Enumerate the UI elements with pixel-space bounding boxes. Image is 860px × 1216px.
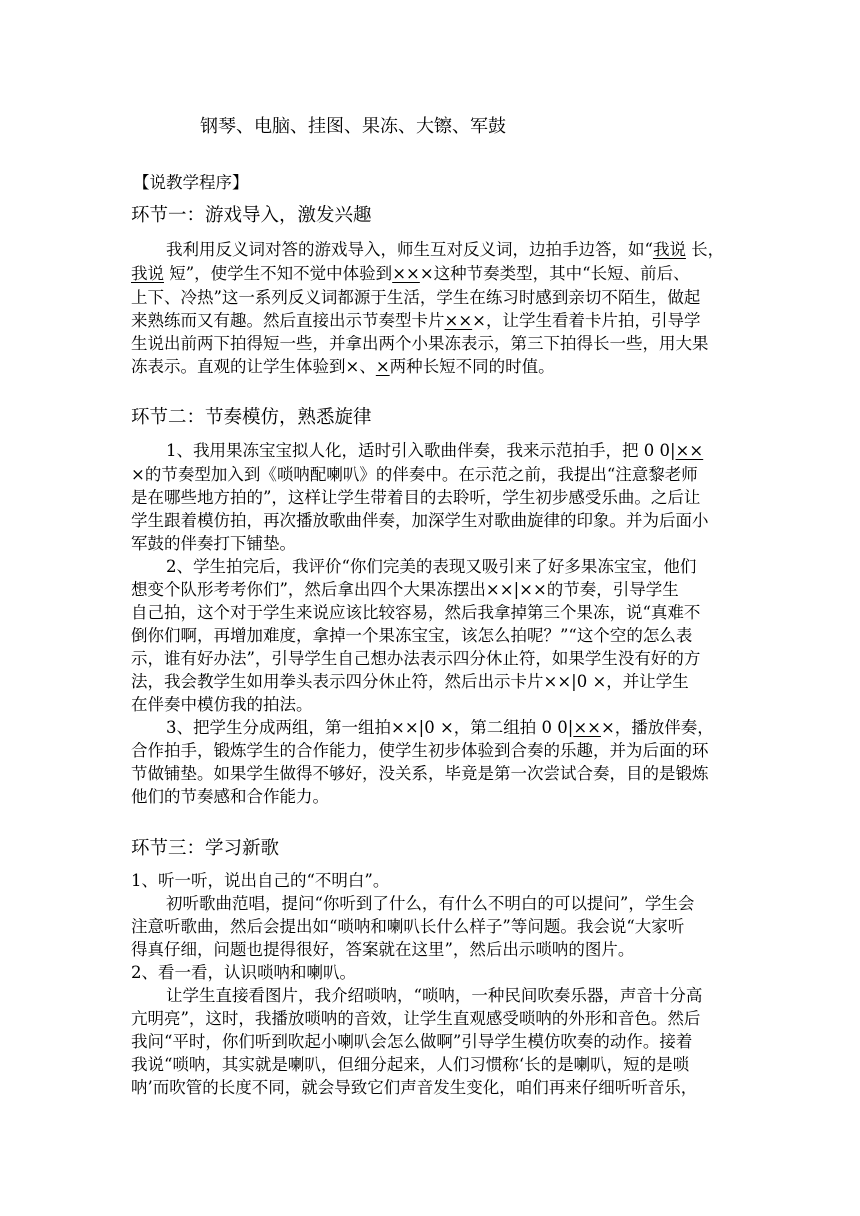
text-span: 我利用反义词对答的游戏导入，师生互对反义词，边拍手边答，如“ xyxy=(166,240,653,259)
text-line: 生说出前两下拍得短一些，并拿出两个小果冻表示，第三下拍得长一些，用大果 xyxy=(131,334,709,353)
text-span: ×，播放伴奏， xyxy=(600,718,714,737)
text-line: 军鼓的伴奏打下铺垫。 xyxy=(131,534,296,553)
text-span: 两种长短不同的时值。 xyxy=(389,357,555,376)
subsection-listen: 1、听一听，说出自己的“不明白”。 xyxy=(131,871,390,890)
underlined-text: ×× xyxy=(392,264,420,283)
text-line: 自己拍，这个对于学生来说应该比较容易，然后我拿掉第三个果冻，说“真难不 xyxy=(131,603,701,622)
text-line: 节做铺垫。如果学生做得不够好，没关系，毕竟是第一次尝试合奏，目的是锻炼 xyxy=(131,764,709,783)
text-line xyxy=(166,239,724,261)
text-line: 上下、冷热”这一系列反义词都源于生活，学生在练习时感到亲切不陌生，做起 xyxy=(131,288,701,307)
text-line xyxy=(166,440,703,462)
text-line: 合作拍手，锻炼学生的合作能力，使学生初步体验到合奏的乐趣，并为后面的环 xyxy=(131,741,709,760)
text-line: 想变个队形考考你们”，然后拿出四个大果冻摆出××|××的节奏，引导学生 xyxy=(131,580,679,599)
text-line xyxy=(131,356,555,378)
text-line: 得真仔细，问题也提得很好，答案就在这里”，然后出示唢呐的图片。 xyxy=(131,940,635,959)
text-line xyxy=(166,717,714,739)
step2-heading: 环节二：节奏模仿，熟悉旋律 xyxy=(131,407,372,428)
text-span: ×这种节奏类型，其中“长短、前后、 xyxy=(419,264,690,283)
text-span: 1、我用果冻宝宝拟人化，适时引入歌曲伴奏，我来示范拍手，把 0 0| xyxy=(166,441,676,460)
text-line: 2、学生拍完后，我评价“你们完美的表现又吸引来了好多果冻宝宝，他们 xyxy=(166,557,697,576)
text-line: 亢明亮”，这时，我播放唢呐的音效，让学生直观感受唢呐的外形和音色。然后 xyxy=(131,1009,701,1028)
text-line: 示，谁有好办法”，引导学生自己想办法表示四分休止符，如果学生没有好的方 xyxy=(131,649,701,668)
text-line: ×的节奏型加入到《唢呐配喇叭》的伴奏中。在示范之前，我提出“注意黎老师 xyxy=(131,465,698,484)
text-span: ×，让学生看着卡片拍，引导学 xyxy=(472,311,701,330)
underlined-text: ×× xyxy=(444,311,473,330)
text-line xyxy=(131,310,700,332)
underlined-text: × xyxy=(375,357,390,376)
underlined-text: ×× xyxy=(573,718,601,737)
text-line: 我说“唢呐，其实就是喇叭，但细分起来，人们习惯称‘长的是喇叭，短的是唢 xyxy=(131,1055,690,1074)
section-title: 【说教学程序】 xyxy=(133,173,249,192)
underlined-text: ×× xyxy=(675,441,704,460)
text-line: 我问“平时，你们听到吹起小喇叭会怎么做啊”引导学生模仿吹奏的动作。接着 xyxy=(131,1032,693,1051)
underlined-text: 我说 xyxy=(131,264,164,283)
text-line: 是在哪些地方拍的”，这样让学生带着目的去聆听，学生初步感受乐曲。之后让 xyxy=(131,488,701,507)
text-line xyxy=(131,263,690,285)
text-line: 注意听歌曲，然后会提出如“唢呐和喇叭长什么样子”等问题。我会说“大家听 xyxy=(131,917,685,936)
step3-heading: 环节三：学习新歌 xyxy=(131,838,280,859)
subsection-look: 2、看一看，认识唢呐和喇叭。 xyxy=(131,963,356,982)
text-line: 法，我会教学生如用拳头表示四分休止符，然后出示卡片××|0 ×，并让学生 xyxy=(131,672,689,691)
text-span: 长， xyxy=(685,240,725,259)
text-line: 倒你们啊，再增加难度，拿掉一个果冻宝宝，该怎么拍呢？”“这个空的怎么表 xyxy=(131,626,693,645)
text-span: 来熟练而又有趣。然后直接出示节奏型卡片 xyxy=(131,311,445,330)
underlined-text: 我说 xyxy=(652,240,686,259)
text-line: 呐’而吹管的长度不同，就会导致它们声音发生变化，咱们再来仔细听听音乐， xyxy=(131,1078,698,1097)
text-span: 冻表示。直观的让学生体验到×、 xyxy=(131,357,376,376)
step1-heading: 环节一：游戏导入，激发兴趣 xyxy=(131,205,372,226)
text-span: 短”，使学生不知不觉中体验到 xyxy=(164,264,393,283)
text-span: 3、把学生分成两组，第一组拍××|0 ×，第二组拍 0 0| xyxy=(166,718,574,737)
text-line: 他们的节奏感和合作能力。 xyxy=(131,787,329,806)
text-line: 让学生直接看图片，我介绍唢呐，“唢呐，一种民间吹奏乐器，声音十分高 xyxy=(166,986,703,1005)
text-line: 在伴奏中模仿我的拍法。 xyxy=(131,695,313,714)
text-line: 学生跟着模仿拍，再次播放歌曲伴奏，加深学生对歌曲旋律的印象。并为后面小 xyxy=(131,511,709,530)
materials-list: 钢琴、电脑、挂图、果冻、大镲、军鼓 xyxy=(200,116,506,137)
text-line: 初听歌曲范唱，提问“你听到了什么，有什么不明白的可以提问”，学生会 xyxy=(166,894,695,913)
